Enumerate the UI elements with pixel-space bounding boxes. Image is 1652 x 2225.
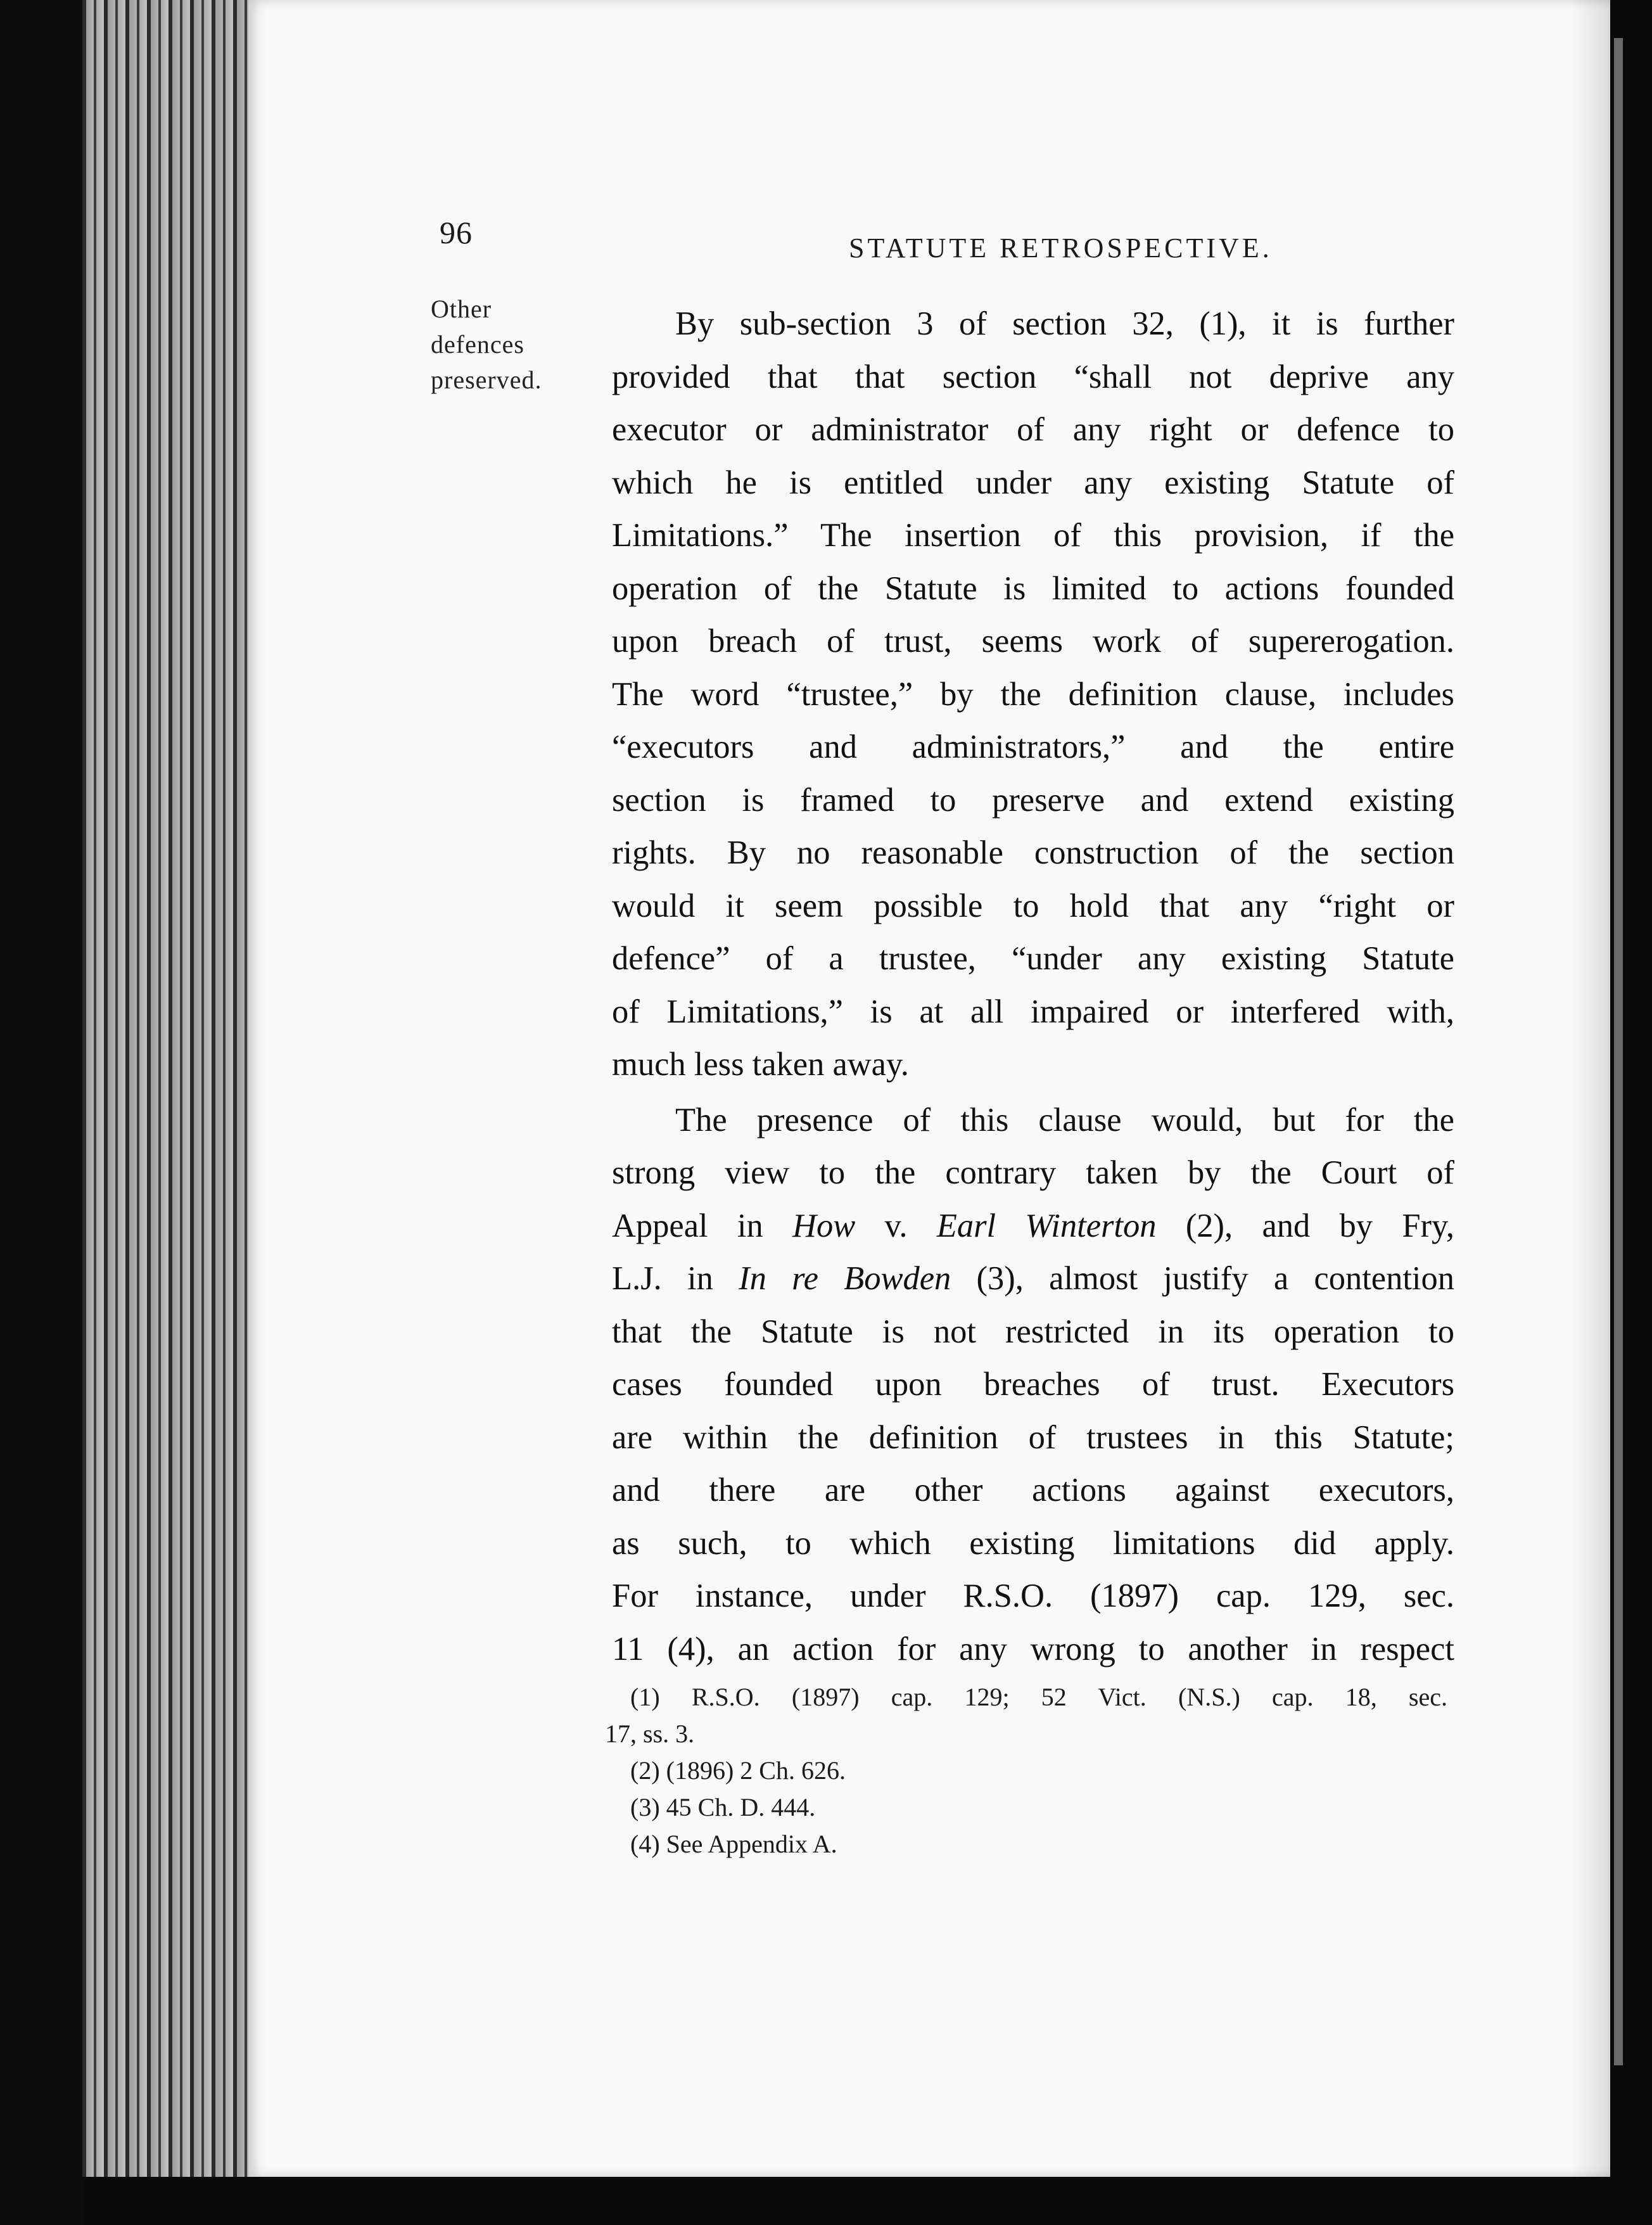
footnote-3: (3) 45 Ch. D. 444. [630,1793,816,1821]
paragraph-1 [612,298,1454,1092]
text-line: cases founded upon breaches of trust. Executors [612,1366,1454,1403]
text-line: of Limitations,” is at all impaired or interfered with, [612,993,1454,1030]
margin-note-line: defences [431,330,524,359]
text-line: Limitations.” The insertion of this provision, if the [612,517,1454,554]
footnote-1-continued: 17, ss. 3. [605,1719,695,1748]
paragraph-2 [612,1094,1454,1676]
text-line: are within the definition of trustees in this Statute; [612,1419,1454,1456]
case-name: In re Bowden [739,1260,951,1297]
margin-note [431,291,589,398]
text-line: provided that that section “shall not deprive any [612,358,1454,395]
text-line: much less taken away. [612,1046,909,1083]
margin-note-line: Other [431,295,492,323]
text-line: 11 (4), an action for any wrong to another in respect [612,1630,1454,1667]
text-line: For instance, under R.S.O. (1897) cap. 129, sec. [612,1578,1454,1614]
text-line: as such, to which existing limitations did apply. [612,1524,1454,1562]
text-line: By sub-section 3 of section 32, (1), it is further [675,305,1454,342]
text-line: operation of the Statute is limited to actions founded [612,570,1454,607]
text-line: strong view to the contrary taken by the Court of [612,1154,1454,1191]
page-edges [82,0,253,2179]
page-gutter-shadow [1571,0,1610,2177]
page-number: 96 [440,215,473,250]
facing-page-edge [1614,38,1623,2065]
bottom-background [82,2177,1652,2225]
book-spine-shadow [0,0,82,2225]
case-name: Earl Winterton [936,1207,1157,1244]
body-text [612,298,1454,1676]
text-line: executor or administrator of any right or defence to [612,411,1454,448]
text-line: rights. By no reasonable construction of the section [612,834,1454,871]
text-line: section is framed to preserve and extend existing [612,781,1454,819]
text-line: would it seem possible to hold that any “right or [612,887,1454,924]
text-line: The word “trustee,” by the definition clause, includes [612,675,1454,713]
text-line: upon breach of trust, seems work of supererogation. [612,623,1454,660]
case-name: How [792,1207,856,1244]
text-line: that the Statute is not restricted in its operation to [612,1313,1454,1350]
text-line: defence” of a trustee, “under any existing Statute [612,940,1454,977]
text-line: The presence of this clause would, but for the [675,1101,1454,1138]
footnote-4: (4) See Appendix A. [630,1830,837,1858]
footnote-2: (2) (1896) 2 Ch. 626. [630,1756,846,1785]
text-line-with-case: L.J. in In re Bowden (3), almost justify a contention [612,1260,1455,1297]
running-head: STATUTE RETROSPECTIVE. [849,233,1273,264]
text-line: “executors and administrators,” and the entire [612,729,1454,765]
text-line: which he is entitled under any existing Statute of [612,464,1454,501]
margin-note-line: preserved. [431,366,542,394]
text-line-with-case: Appeal in How v. Earl Winterton (2), and by Fry, [612,1207,1454,1244]
footnotes [605,1679,1447,1863]
footnote-1: (1) R.S.O. (1897) cap. 129; 52 Vict. (N.S.) cap. 18, sec. [630,1683,1447,1711]
text-line: and there are other actions against executors, [612,1472,1454,1508]
